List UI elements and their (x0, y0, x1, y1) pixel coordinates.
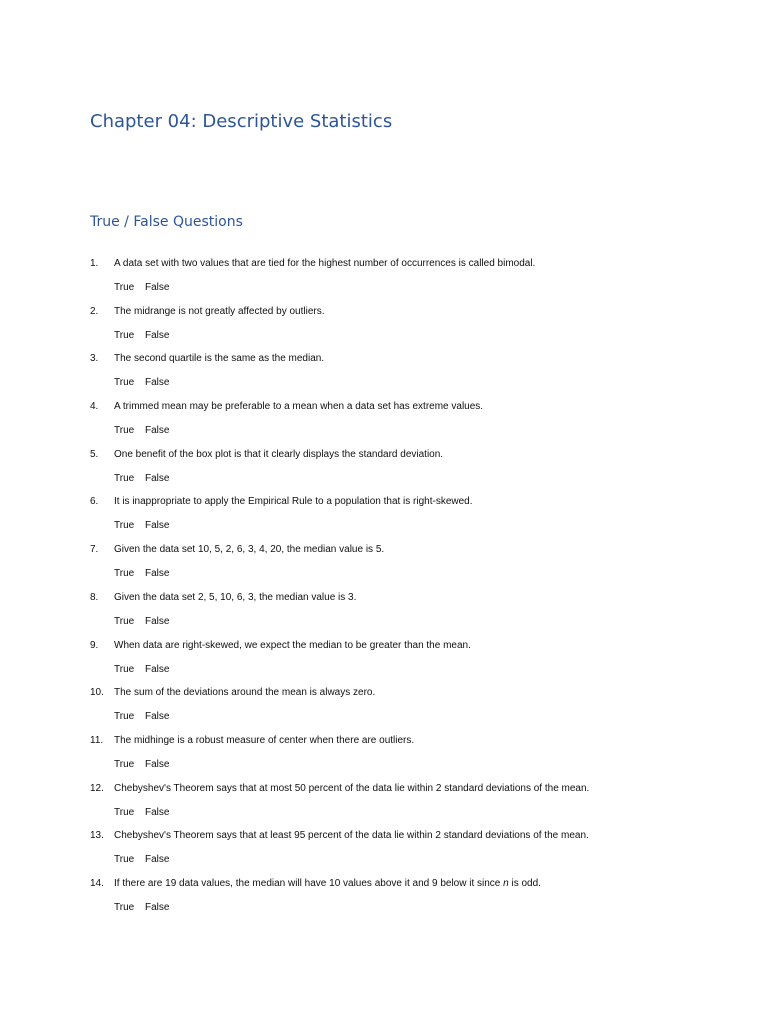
false-option: False (144, 568, 170, 580)
question-text-start: If there are 19 data values, the median will have 10 values above it and 9 below it since (114, 877, 504, 889)
true-option: True (114, 282, 135, 293)
question-item (90, 542, 730, 590)
true-option: True (114, 806, 135, 818)
true-option: True (114, 472, 135, 484)
true-option: True (114, 568, 135, 580)
question-item (90, 304, 730, 352)
answer-options (114, 900, 177, 916)
question-item (90, 590, 730, 638)
false-option: False (144, 377, 170, 389)
question-text: A data set with two values that are tied for the highest number of occurrences is called bimodal. (114, 258, 536, 269)
question-item (90, 638, 730, 686)
question-text-end: is odd. (508, 877, 541, 889)
chapter-title: Chapter 04: Descriptive Statistics (90, 111, 393, 132)
question-number: 8. (90, 591, 99, 603)
question-number: 7. (90, 544, 99, 556)
question-item (90, 733, 730, 781)
question-number: 9. (90, 639, 99, 651)
section-title: True / False Questions (90, 214, 243, 230)
false-option: False (144, 282, 170, 293)
false-option: False (144, 711, 170, 723)
question-number: 10. (90, 687, 104, 699)
answer-options (114, 757, 177, 773)
question-text: It is inappropriate to apply the Empirical Rule to a population that is right-skewed. (114, 496, 473, 508)
false-option: False (144, 901, 170, 913)
question-text: When data are right-skewed, we expect the median to be greater than the mean. (114, 639, 471, 651)
question-number: 14. (90, 877, 104, 889)
question-text: A trimmed mean may be preferable to a mean when a data set has extreme values. (114, 401, 484, 413)
true-option: True (114, 758, 135, 770)
false-option: False (144, 615, 170, 627)
question-item (90, 781, 730, 829)
answer-options (114, 709, 177, 725)
answer-options (114, 852, 177, 868)
false-option: False (144, 472, 170, 484)
answer-options (114, 614, 177, 630)
question-text (114, 876, 541, 892)
answer-options (114, 518, 177, 534)
question-number: 13. (90, 830, 104, 842)
true-option: True (114, 377, 135, 389)
question-text: Given the data set 2, 5, 10, 6, 3, the median value is 3. (114, 591, 357, 603)
question-number: 3. (90, 353, 99, 365)
question-number: 12. (90, 782, 104, 794)
question-number: 1. (90, 258, 99, 269)
answer-options (114, 280, 177, 296)
true-option: True (114, 854, 135, 866)
false-option: False (144, 520, 170, 532)
answer-options (114, 328, 177, 344)
true-option: True (114, 520, 135, 532)
answer-options (114, 566, 177, 582)
question-item (90, 494, 730, 542)
question-item (90, 351, 730, 399)
false-option: False (144, 329, 170, 341)
question-number: 2. (90, 305, 99, 317)
false-option: False (144, 806, 170, 818)
variable-n: n (503, 877, 509, 889)
question-item (90, 256, 730, 304)
question-text: The second quartile is the same as the median. (114, 353, 325, 365)
true-option: True (114, 329, 135, 341)
true-option: True (114, 901, 135, 913)
question-item (90, 685, 730, 733)
question-text: The midhinge is a robust measure of center when there are outliers. (114, 734, 415, 746)
true-option: True (114, 425, 135, 437)
question-item (90, 876, 730, 924)
question-item (90, 399, 730, 447)
answer-options (114, 423, 177, 439)
question-text: Given the data set 10, 5, 2, 6, 3, 4, 20, the median value is 5. (114, 544, 385, 556)
question-text: The sum of the deviations around the mean is always zero. (114, 687, 376, 699)
true-option: True (114, 615, 135, 627)
false-option: False (144, 758, 170, 770)
question-text: One benefit of the box plot is that it clearly displays the standard deviation. (114, 448, 444, 460)
question-number: 11. (90, 734, 104, 746)
answer-options (114, 805, 177, 821)
question-number: 6. (90, 496, 99, 508)
true-option: True (114, 711, 135, 723)
false-option: False (144, 854, 170, 866)
question-item (90, 828, 730, 876)
question-number: 5. (90, 448, 99, 460)
answer-options (114, 375, 177, 391)
true-option: True (114, 663, 135, 675)
false-option: False (144, 663, 170, 675)
question-item (90, 447, 730, 495)
false-option: False (144, 425, 170, 437)
question-text: Chebyshev's Theorem says that at most 50 percent of the data lie within 2 standard deviations of the mean. (114, 782, 590, 794)
answer-options (114, 471, 177, 487)
question-text: The midrange is not greatly affected by outliers. (114, 305, 325, 317)
question-number: 4. (90, 401, 99, 413)
answer-options (114, 662, 177, 678)
question-list (90, 256, 730, 924)
question-text: Chebyshev's Theorem says that at least 95 percent of the data lie within 2 standard deviations of the mean. (114, 830, 589, 842)
